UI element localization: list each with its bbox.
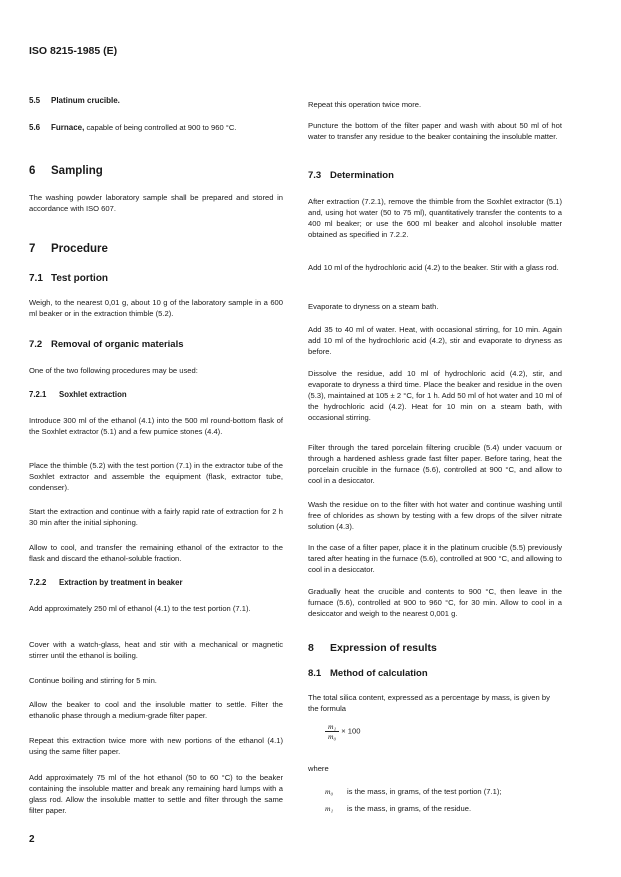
paragraph: Place the thimble (5.2) with the test portion (7.1) in the extractor tube of the Soxhlet extractor and assemble the equipment (flask, extractor tube, condenser). (29, 461, 283, 492)
section-7-3-heading (308, 170, 394, 181)
section-number: 7.2.1 (29, 390, 47, 399)
paragraph: One of the two following procedures may be used: (29, 366, 198, 375)
paragraph: Filter through the tared porcelain filtering crucible (5.4) under vacuum or through a hardened ashless grade fast filter paper. Before taring, heat the porcelain crucible in the furnace (5.6), controlled at 900 °C, and allow to cool in a desiccator. (308, 443, 562, 485)
section-7-heading (29, 243, 108, 255)
numerator: m₁ (325, 722, 339, 732)
paragraph: Add approximately 75 ml of the hot ethanol (50 to 60 °C) to the beaker containing the insoluble matter and break any remaining hard lumps with a glass rod. Allow the insoluble matter to settle and filter through the same filter paper. (29, 773, 283, 815)
denominator: m₀ (328, 732, 337, 741)
section-8-1-heading (308, 668, 428, 679)
paragraph: After extraction (7.2.1), remove the thimble from the Soxhlet extractor (5.1) and, using hot water (50 to 75 ml), quantitatively transfer the contents to a 400 ml beaker; or use the 600 ml beaker and alcohol insoluble matter obtained as specified in 7.2.2. (308, 197, 562, 239)
section-number: 7.3 (308, 170, 322, 181)
paragraph: Weigh, to the nearest 0,01 g, about 10 g of the laboratory sample in a 600 ml beaker or in the extraction thimble (5.2). (29, 298, 283, 318)
paragraph: The washing powder laboratory sample shall be prepared and stored in accordance with ISO 607. (29, 193, 283, 213)
section-title: Soxhlet extraction (59, 390, 127, 399)
page-number: 2 (29, 834, 35, 845)
section-text: capable of being controlled at 900 to 960 °C. (84, 123, 237, 132)
section-title: Determination (330, 170, 394, 181)
paragraph: Allow to cool, and transfer the remaining ethanol of the extractor to the flask and discard the ethanol-soluble fraction. (29, 543, 283, 563)
section-title: Test portion (51, 273, 109, 284)
paragraph: Evaporate to dryness on a steam bath. (308, 302, 439, 311)
section-title: Method of calculation (330, 668, 428, 679)
paragraph: Dissolve the residue, add 10 ml of hydrochloric acid (4.2), stir, and evaporate to dryness a third time. Place the beaker and residue in the oven (5.3), maintained at 105 ± 2 °C, for 1 h. Add 50 ml of hot water and 10 ml of the hydrochloric acid (4.2). Heat for 10 min on a steam bath, with occasional stirring. (308, 369, 562, 422)
section-7-2-1-heading (29, 390, 127, 399)
paragraph: Introduce 300 ml of the ethanol (4.1) into the 500 ml round-bottom flask of the Soxhlet extractor (5.1) and a few pumice stones (4.4). (29, 416, 283, 436)
symbol: m₀ (325, 787, 334, 796)
paragraph: Allow the beaker to cool and the insoluble matter to settle. Filter the ethanolic phase through a medium-grade filter paper. (29, 700, 283, 720)
section-title: Procedure (51, 243, 108, 255)
section-title: Furnace, (51, 123, 85, 132)
section-number: 7 (29, 243, 36, 255)
paragraph: Repeat this extraction twice more with new portions of the ethanol (4.1) using the same filter paper. (29, 736, 283, 756)
section-title: Expression of results (330, 642, 437, 654)
paragraph: In the case of a filter paper, place it in the platinum crucible (5.5) previously tared after heating in the furnace (5.6), controlled at 900 °C, and allowing to cool in a desiccator. (308, 543, 562, 574)
paragraph: Puncture the bottom of the filter paper and wash with about 50 ml of hot water to transfer any residue to the beaker containing the insoluble matter. (308, 121, 562, 141)
formula (325, 722, 360, 741)
section-number: 7.2.2 (29, 578, 47, 587)
section-number: 6 (29, 165, 36, 177)
definition-text: is the mass, in grams, of the residue. (347, 804, 472, 813)
symbol: m₁ (325, 804, 334, 813)
where-label: where (308, 764, 329, 773)
section-8-heading (308, 642, 437, 654)
paragraph: Gradually heat the crucible and contents to 900 °C, then leave in the furnace (5.6), controlled at 900 to 960 °C, for 30 min. Allow to cool in a desiccator and weigh to the nearest 0,001 g. (308, 587, 562, 618)
section-7-2-2-heading (29, 578, 183, 587)
section-title: Platinum crucible. (51, 96, 120, 105)
definition-text: is the mass, in grams, of the test portion (7.1); (347, 787, 502, 796)
section-number: 5.6 (29, 123, 41, 132)
definition-item (325, 803, 565, 814)
section-number: 8.1 (308, 668, 322, 679)
document-header: ISO 8215-1985 (E) (29, 45, 118, 57)
definition-item (325, 786, 565, 797)
section-7-2-heading (29, 339, 184, 350)
section-5-6 (29, 122, 283, 133)
section-5-5-heading (29, 96, 120, 105)
section-title: Sampling (51, 165, 103, 177)
paragraph: Wash the residue on to the filter with hot water and continue washing until free of chlorides as shown by testing with a few drops of the silver nitrate solution (4.3). (308, 500, 562, 531)
multiplier: × 100 (341, 726, 361, 736)
paragraph: Continue boiling and stirring for 5 min. (29, 676, 157, 685)
section-7-1-heading (29, 273, 108, 284)
section-number: 7.1 (29, 273, 43, 284)
paragraph: Cover with a watch-glass, heat and stir with a mechanical or magnetic stirrer until the ethanol is boiling. (29, 640, 283, 660)
section-number: 7.2 (29, 339, 43, 350)
paragraph: Add 10 ml of the hydrochloric acid (4.2) to the beaker. Stir with a glass rod. (308, 263, 559, 272)
section-number: 5.5 (29, 96, 41, 105)
paragraph: Start the extraction and continue with a fairly rapid rate of extraction for 2 h 30 min after the initial siphoning. (29, 507, 283, 527)
section-6-heading (29, 165, 103, 177)
paragraph: Repeat this operation twice more. (308, 100, 422, 109)
section-number: 8 (308, 642, 314, 654)
section-title: Removal of organic materials (51, 339, 184, 350)
paragraph: Add 35 to 40 ml of water. Heat, with occasional stirring, for 10 min. Again add 10 ml of the hydrochloric acid (4.2), stir and evaporate to dryness as before. (308, 325, 562, 356)
paragraph: The total silica content, expressed as a percentage by mass, is given by the formula (308, 693, 550, 713)
fraction (325, 722, 339, 741)
section-title: Extraction by treatment in beaker (59, 578, 183, 587)
paragraph: Add approximately 250 ml of ethanol (4.1) to the test portion (7.1). (29, 604, 251, 613)
